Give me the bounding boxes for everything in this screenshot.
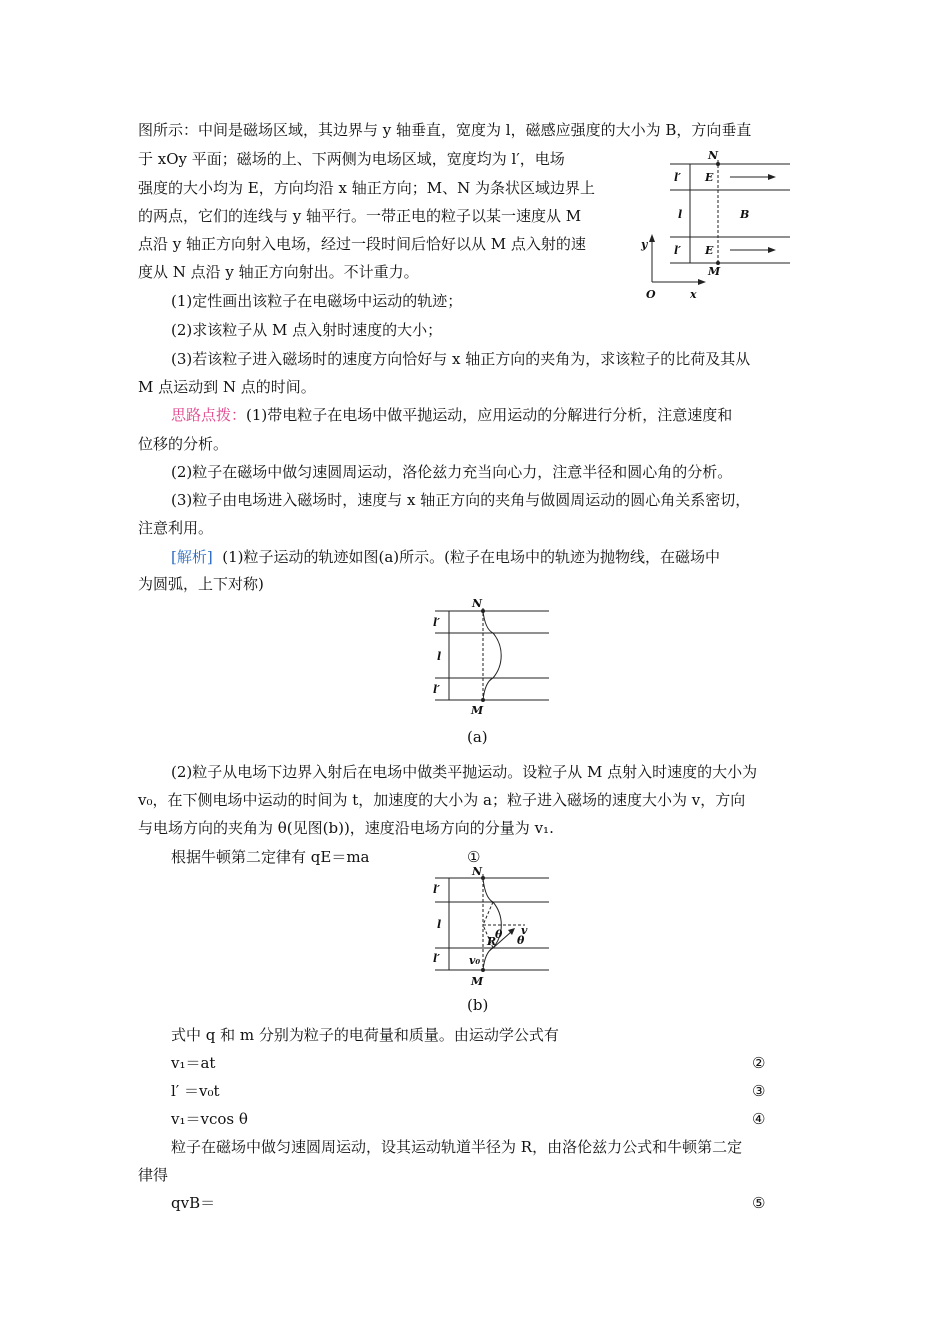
solution-line-1 — [171, 547, 720, 567]
solution-label: [解析] — [171, 548, 213, 566]
hint-line-2: 位移的分析。 — [138, 435, 229, 453]
figure-a-caption: (a) — [467, 728, 488, 746]
b-label-lp-top: l′ — [433, 883, 441, 896]
question-3-line-1: (3)若该粒子进入磁场时的速度方向恰好与 x 轴正方向的夹角为，求该粒子的比荷及其从 — [171, 350, 751, 368]
main-label-O: O — [646, 288, 656, 301]
magnetic-line-1: 粒子在磁场中做匀速圆周运动，设其运动轨道半径为 R，由洛伦兹力公式和牛顿第二定 — [171, 1138, 743, 1156]
problem-line-5: 点沿 y 轴正方向射入电场，经过一段时间后恰好以从 M 点入射的速 — [138, 235, 586, 253]
figure-a — [425, 596, 555, 722]
main-label-l: l — [678, 208, 683, 221]
solution-line-3: (2)粒子从电场下边界入射后在电场中做类平抛运动。设粒子从 M 点射入时速度的大小为 — [171, 763, 758, 781]
magnetic-line-2: 律得 — [138, 1166, 169, 1184]
equation-number-4: ④ — [752, 1110, 766, 1128]
equation-number-5: ⑤ — [752, 1194, 766, 1212]
problem-line-6: 度从 N 点沿 y 轴正方向射出。不计重力。 — [138, 263, 419, 281]
main-label-y: y — [641, 238, 648, 251]
problem-line-2: 于 xOy 平面；磁场的上、下两侧为电场区域，宽度均为 l′，电场 — [138, 150, 565, 168]
main-label-lp-bottom: l′ — [674, 244, 682, 257]
b-label-R: R — [487, 935, 497, 948]
a-label-lp-top: l′ — [433, 616, 441, 629]
equation-3: l′ ＝v₀t — [171, 1082, 220, 1100]
figure-b-caption: (b) — [467, 996, 489, 1014]
hint-line-4: (3)粒子由电场进入磁场时，速度与 x 轴正方向的夹角与做圆周运动的圆心角关系密切， — [171, 491, 751, 509]
equation-5: qvB＝ — [171, 1194, 216, 1212]
equation-2: v₁＝at — [171, 1054, 216, 1072]
main-label-B: B — [740, 208, 750, 221]
where-line: 式中 q 和 m 分别为粒子的电荷量和质量。由运动学公式有 — [171, 1026, 559, 1044]
problem-line-1: 图所示：中间是磁场区域，其边界与 y 轴垂直，宽度为 l，磁感应强度的大小为 B，方向垂直 — [138, 121, 752, 139]
b-label-lp-bottom: l′ — [433, 952, 441, 965]
b-label-l: l — [437, 918, 442, 931]
main-label-N: N — [708, 149, 719, 162]
b-label-v0: v₀ — [469, 954, 481, 967]
hint-a1: (1)带电粒子在电场中做平抛运动，应用运动的分解进行分析，注意速度和 — [246, 406, 733, 424]
problem-line-4: 的两点，它们的连线与 y 轴平行。一带正电的粒子以某一速度从 M — [138, 207, 582, 225]
hint-line-3: (2)粒子在磁场中做匀速圆周运动，洛伦兹力充当向心力，注意半径和圆心角的分析。 — [171, 463, 733, 481]
b-label-theta-1: θ — [495, 928, 503, 941]
equation-number-2: ② — [752, 1054, 766, 1072]
solution-line-4: v₀，在下侧电场中运动的时间为 t，加速度的大小为 a；粒子进入磁场的速度大小为 v，方向 — [138, 791, 746, 809]
problem-line-3: 强度的大小均为 E，方向均沿 x 轴正方向；M、N 为条状区域边界上 — [138, 179, 595, 197]
question-2: (2)求该粒子从 M 点入射时速度的大小； — [171, 321, 443, 339]
main-label-lp-top: l′ — [674, 171, 682, 184]
hint-line-1 — [171, 405, 732, 425]
solution-line-5: 与电场方向的夹角为 θ(见图(b))，速度沿电场方向的分量为 v₁. — [138, 819, 554, 837]
a-label-lp-bottom: l′ — [433, 683, 441, 696]
question-1: (1)定性画出该粒子在电磁场中运动的轨迹； — [171, 292, 463, 310]
equation-number-1: ① — [467, 848, 481, 866]
b-label-theta-2: θ — [517, 934, 525, 947]
b-label-v: v — [521, 924, 528, 937]
solution-s1a: (1)粒子运动的轨迹如图(a)所示。(粒子在电场中的轨迹为抛物线，在磁场中 — [222, 548, 721, 566]
question-3-line-2: M 点运动到 N 点的时间。 — [138, 378, 316, 396]
a-label-M: M — [471, 704, 484, 717]
main-label-E-top: E — [705, 171, 714, 184]
hint-label: 思路点拨： — [171, 406, 247, 424]
equation-4: v₁＝vcos θ — [171, 1110, 248, 1128]
b-label-N: N — [472, 865, 483, 878]
figure-b — [425, 864, 555, 990]
newton-equation: 根据牛顿第二定律有 qE＝ma — [171, 848, 370, 866]
a-label-N: N — [472, 597, 483, 610]
hint-line-5: 注意利用。 — [138, 519, 214, 537]
problem-figure — [630, 142, 810, 304]
main-label-x: x — [690, 288, 697, 301]
main-label-E-bottom: E — [705, 244, 714, 257]
a-label-l: l — [437, 650, 442, 663]
equation-number-3: ③ — [752, 1082, 766, 1100]
solution-line-2: 为圆弧，上下对称) — [138, 575, 264, 593]
main-label-M: M — [708, 265, 721, 278]
b-label-M: M — [471, 975, 484, 988]
